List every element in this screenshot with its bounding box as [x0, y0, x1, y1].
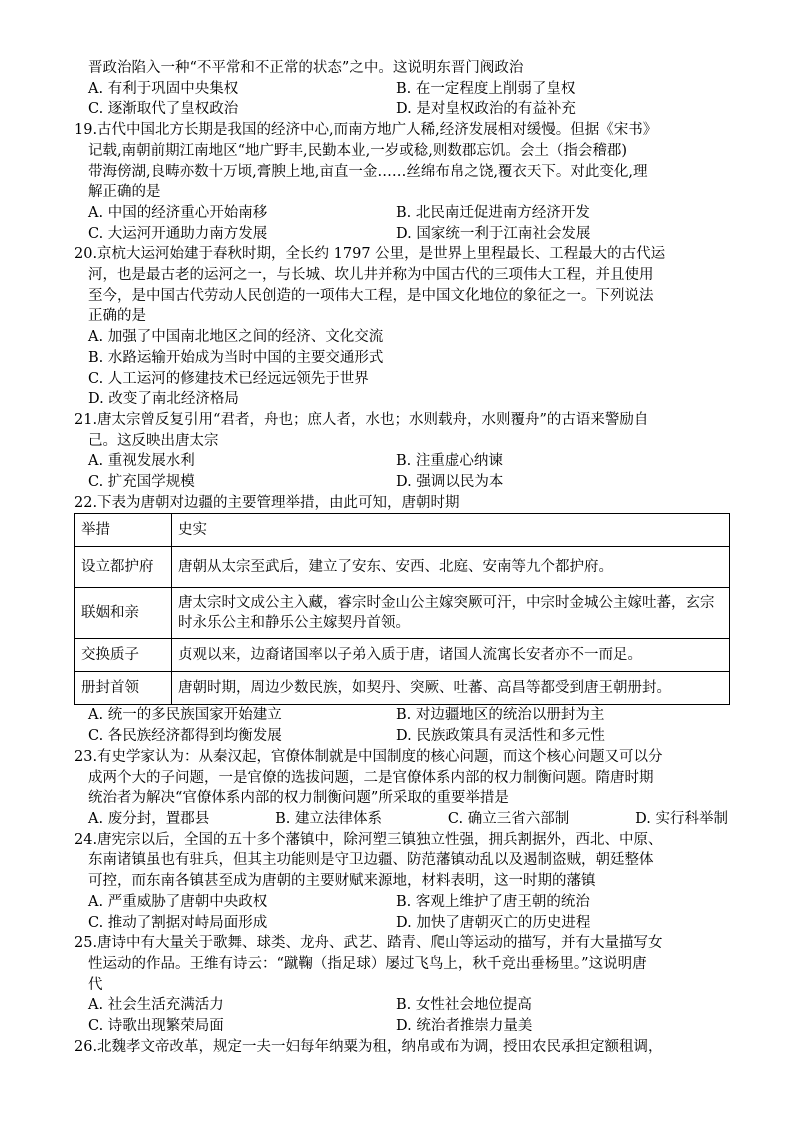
q25-stem-line3: 代 — [88, 976, 103, 993]
q21-stem-line1: 21.唐太宗曾反复引用“君者，舟也；庶人者，水也；水则载舟，水则覆舟”的古语来警励自 — [74, 411, 649, 428]
q25-option-a[interactable]: A. 社会生活充满活力 — [88, 997, 224, 1014]
q20-stem-line3: 至今，是中国古代劳动人民创造的一项伟大工程，是中国文化地位的象征之一。下列说法 — [88, 287, 654, 304]
q20-option-c[interactable]: C. 人工运河的修建技术已经远远领先于世界 — [88, 370, 369, 387]
q22-stem: 22.下表为唐朝对边疆的主要管理举措，由此可知，唐朝时期 — [74, 494, 460, 511]
table-header-fact: 史实 — [172, 514, 730, 547]
q25-options-row1 — [88, 995, 728, 1016]
q19-options-row1 — [88, 203, 728, 224]
table-header-row — [75, 514, 730, 547]
q24-stem-line1: 24.唐宪宗以后，全国的五十多个藩镇中，除河塑三镇独立性强，拥兵割据外，西北、中原、 — [74, 831, 663, 848]
q19-option-b[interactable]: B. 北民南迁促进南方经济开发 — [396, 204, 590, 221]
q24-option-c[interactable]: C. 推动了割据对峙局面形成 — [88, 914, 268, 931]
q25-option-c[interactable]: C. 诗歌出现繁荣局面 — [88, 1018, 224, 1035]
table-cell-measure: 交换质子 — [75, 639, 172, 672]
table-cell-measure: 册封首领 — [75, 672, 172, 705]
q22-options-row2 — [88, 726, 728, 747]
q22-options-row1 — [88, 705, 728, 726]
table-row — [75, 672, 730, 705]
q22-option-d[interactable]: D. 民族政策具有灵活性和多元性 — [396, 728, 605, 745]
q23-option-b[interactable]: B. 建立法律体系 — [275, 810, 382, 827]
q18-options-row2 — [88, 99, 728, 120]
q25-options-row2 — [88, 1016, 728, 1037]
q24-option-b[interactable]: B. 客观上维护了唐王朝的统治 — [396, 893, 590, 910]
q21-option-c[interactable]: C. 扩充国学规模 — [88, 474, 195, 491]
q19-options-row2 — [88, 224, 728, 245]
q25-stem-line1: 25.唐诗中有大量关于歌舞、球类、龙舟、武艺、踏青、爬山等运动的描写，并有大量描写女 — [74, 935, 663, 952]
q23-stem-line1: 23.有史学家认为：从秦汉起，官僚体制就是中国制度的核心问题，而这个核心问题又可以分 — [74, 748, 663, 765]
q19-option-d[interactable]: D. 国家统一利于江南社会发展 — [396, 225, 591, 242]
q23-options-row — [88, 809, 728, 830]
q21-option-d[interactable]: D. 强调以民为本 — [396, 474, 504, 491]
q24-option-d[interactable]: D. 加快了唐朝灭亡的历史进程 — [396, 914, 591, 931]
q23-option-c[interactable]: C. 确立三省六部制 — [447, 810, 570, 827]
q18-options-row1 — [88, 79, 728, 100]
q26-stem-line1: 26.北魏孝文帝改革，规定一夫一妇每年纳粟为租，纳帛或布为调，授田农民承担定额租调， — [74, 1038, 663, 1055]
q24-stem-line3: 可控，而东南各镇甚至成为唐朝的主要财赋来源地，材料表明，这一时期的藩镇 — [88, 873, 596, 890]
table-header-measure: 举措 — [75, 514, 172, 547]
table-cell-measure: 设立都护府 — [75, 547, 172, 588]
q20-option-a[interactable]: A. 加强了中国南北地区之间的经济、文化交流 — [88, 329, 384, 346]
q18-option-c[interactable]: C. 逐渐取代了皇权政治 — [88, 101, 239, 118]
q24-stem-line2: 东南诸镇虽也有驻兵，但其主功能则是守卫边疆、防范藩镇动乱以及遏制盗贼，朝廷整体 — [88, 852, 654, 869]
q24-option-a[interactable]: A. 严重威胁了唐朝中央政权 — [88, 893, 268, 910]
q20-option-d[interactable]: D. 改变了南北经济格局 — [88, 391, 239, 408]
q18-option-a[interactable]: A. 有利于巩固中央集权 — [88, 80, 239, 97]
q18-option-b[interactable]: B. 在一定程度上削弱了皇权 — [396, 80, 576, 97]
q19-stem-line3: 带海傍湖,良畴亦数十万顷,膏腴上地,亩直一金……丝绵布帛之饶,覆衣天下。对此变化,理 — [88, 163, 648, 180]
q23-stem-line2: 成两个大的子问题，一是官僚的选拔问题，二是官僚体系内部的权力制衡问题。隋唐时期 — [88, 769, 654, 786]
table-row — [75, 588, 730, 639]
q22-option-a[interactable]: A. 统一的多民族国家开始建立 — [88, 707, 282, 724]
q23-option-a[interactable]: A. 废分封，置郡县 — [88, 810, 210, 827]
q21-option-a[interactable]: A. 重视发展水利 — [88, 453, 195, 470]
exam-page — [74, 58, 728, 1057]
q25-option-d[interactable]: D. 统治者推崇力量美 — [396, 1018, 533, 1035]
q21-option-b[interactable]: B. 注重虚心纳谏 — [396, 453, 503, 470]
q21-options-row1 — [88, 451, 728, 472]
q21-options-row2 — [88, 472, 728, 493]
q20-stem-line1: 20.京杭大运河始建于春秋时期，全长约 1797 公里，是世界上里程最长、工程最大的古代运 — [74, 246, 666, 263]
table-row — [75, 639, 730, 672]
table-cell-fact: 唐太宗时文成公主入藏，睿宗时金山公主嫁突厥可汗，中宗时金城公主嫁吐蕃，玄宗时永乐公主和静乐公主嫁契丹首领。 — [172, 588, 730, 639]
q23-option-d[interactable]: D. 实行科举制 — [635, 810, 728, 827]
q25-stem-line2: 性运动的作品。王维有诗云：“蹴鞠（指足球）屡过飞鸟上，秋千竞出垂杨里。”这说明唐 — [88, 955, 647, 972]
q21-stem-line2: 己。这反映出唐太宗 — [88, 432, 219, 449]
q18-stem-tail: 晋政治陷入一种“不平常和不正常的状态”之中。这说明东晋门阀政治 — [88, 60, 524, 76]
q18-option-d[interactable]: D. 是对皇权政治的有益补充 — [396, 101, 576, 118]
q20-stem-line2: 河，也是最古老的运河之一，与长城、坎儿井并称为中国古代的三项伟大工程，并且使用 — [88, 267, 654, 284]
q19-stem-line4: 解正确的是 — [88, 184, 161, 201]
q24-options-row2 — [88, 913, 728, 934]
q22-table — [74, 513, 730, 705]
q19-stem-line2: 记载,南朝前期江南地区“地广野丰,民勤本业,一岁或稔,则数郡忘饥。会土（指会稽郡) — [88, 142, 628, 159]
q22-option-c[interactable]: C. 各民族经济都得到均衡发展 — [88, 728, 282, 745]
q20-option-b[interactable]: B. 水路运输开始成为当时中国的主要交通形式 — [88, 349, 384, 366]
table-row — [75, 547, 730, 588]
q19-option-c[interactable]: C. 大运河开通助力南方发展 — [88, 225, 268, 242]
q24-options-row1 — [88, 892, 728, 913]
table-cell-fact: 唐朝从太宗至武后，建立了安东、安西、北庭、安南等九个都护府。 — [172, 547, 730, 588]
q23-stem-line3: 统治者为解决“官僚体系内部的权力制衡问题”所采取的重要举措是 — [88, 790, 509, 807]
q20-stem-line4: 正确的是 — [88, 308, 146, 325]
table-cell-measure: 联姻和亲 — [75, 588, 172, 639]
q19-stem-line1: 19.古代中国北方长期是我国的经济中心,而南方地广人稀,经济发展相对缓慢。但据《宋书》 — [74, 122, 658, 139]
q25-option-b[interactable]: B. 女性社会地位提高 — [396, 997, 532, 1014]
q22-option-b[interactable]: B. 对边疆地区的统治以册封为主 — [396, 707, 605, 724]
table-cell-fact: 贞观以来，边裔诸国率以子弟入质于唐，诸国人流寓长安者亦不一而足。 — [172, 639, 730, 672]
table-cell-fact: 唐朝时期，周边少数民族，如契丹、突厥、吐蕃、高昌等都受到唐王朝册封。 — [172, 672, 730, 705]
q19-option-a[interactable]: A. 中国的经济重心开始南移 — [88, 204, 268, 221]
